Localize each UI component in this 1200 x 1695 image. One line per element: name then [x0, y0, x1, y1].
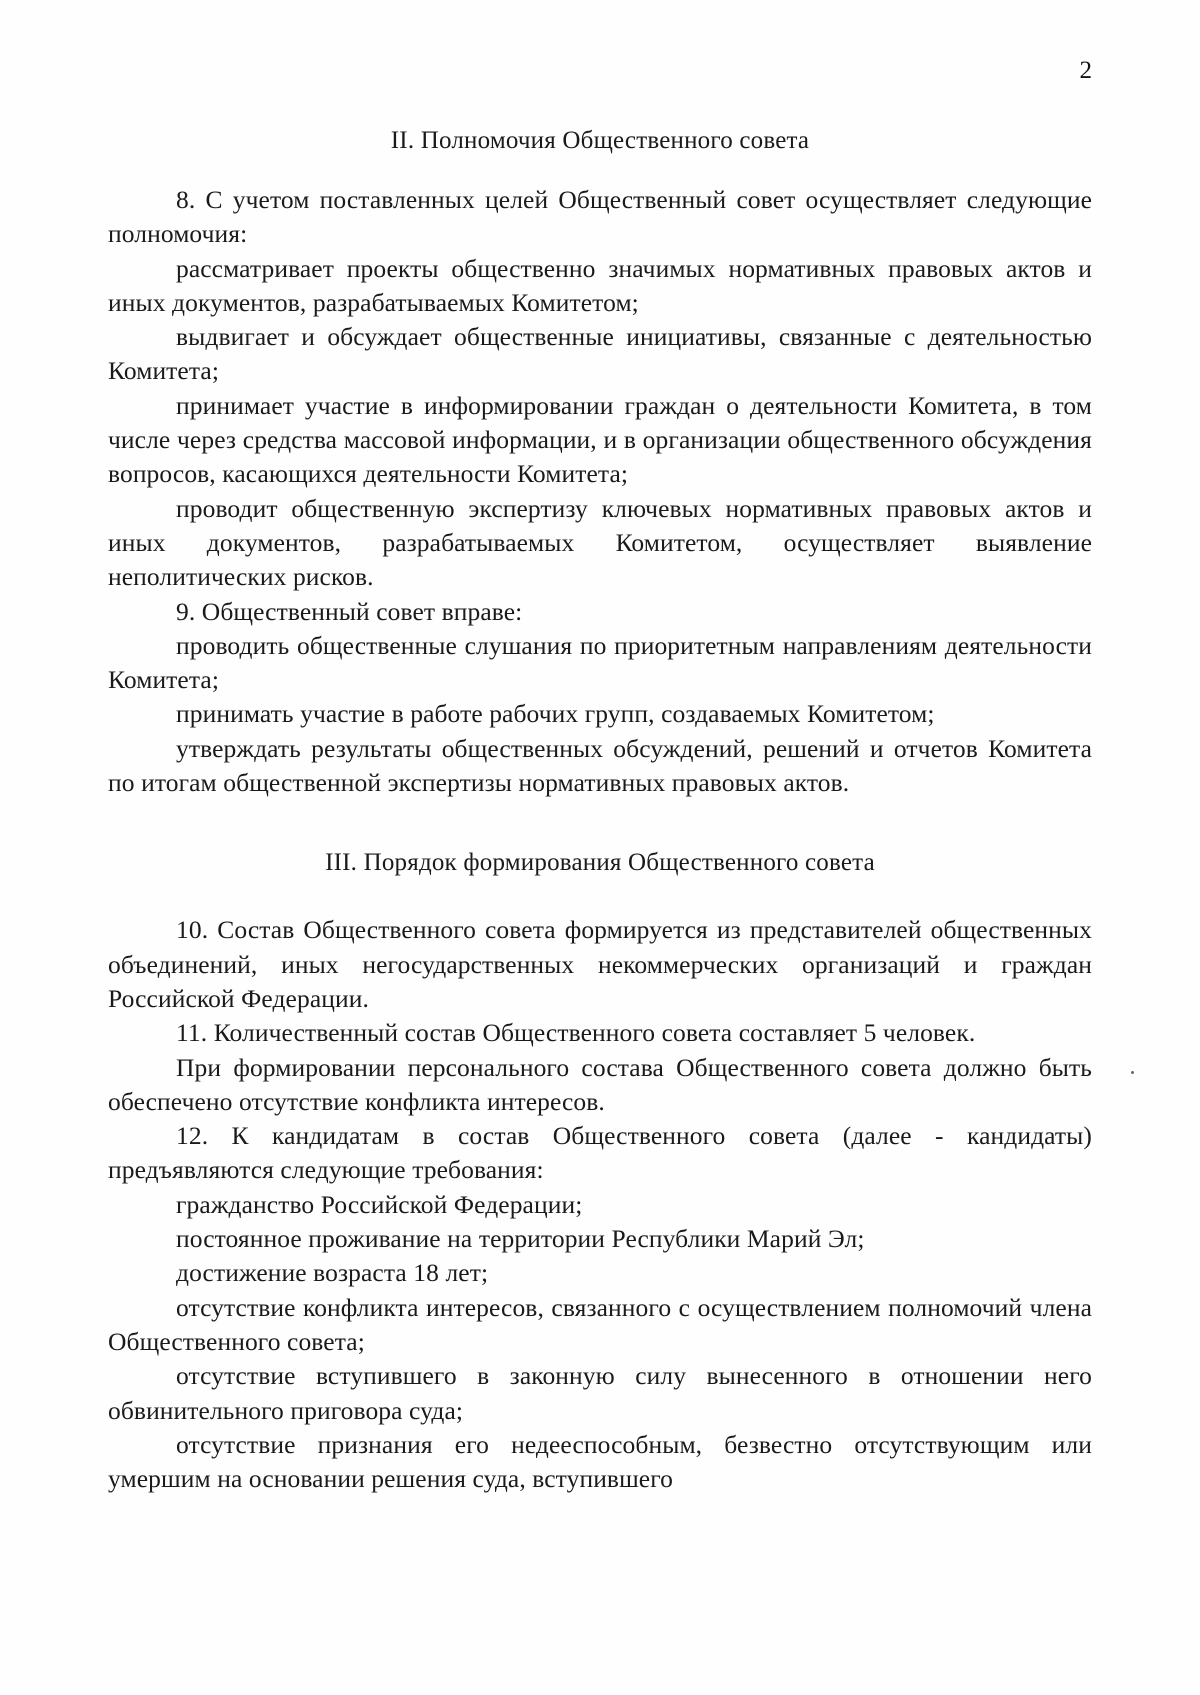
paragraph-8-item-2: выдвигает и обсуждает общественные инициативы, связанные с деятельностью Комитета; [108, 322, 1092, 386]
paragraph-12-item-2: постоянное проживание на территории Республики Марий Эл; [176, 1224, 865, 1254]
paragraph-8: 8. С учетом поставленных целей Общественный совет осуществляет следующие полномочия: [108, 185, 1092, 249]
paragraph-12-item-4: отсутствие конфликта интересов, связанного с осуществлением полномочий члена Общественного совета; [108, 1292, 1092, 1356]
paragraph-11-note: При формировании персонального состава Общественного совета должно быть обеспечено отсутствие конфликта интересов. [108, 1052, 1092, 1116]
paragraph-11: 11. Количественный состав Общественного совета составляет 5 человек. [176, 1018, 976, 1048]
paragraph-12: 12. К кандидатам в состав Общественного совета (далее - кандидаты) предъявляются следующие требования: [108, 1121, 1092, 1185]
paragraph-8-item-1: рассматривает проекты общественно значимых нормативных правовых актов и иных документов, разрабатываемых Комитетом; [108, 253, 1092, 317]
paragraph-9-item-3: утверждать результаты общественных обсуждений, решений и отчетов Комитета по итогам общественной экспертизы нормативных правовых актов. [108, 733, 1092, 798]
paragraph-12-item-6: отсутствие признания его недееспособным, безвестно отсутствующим или умершим на основании решения суда, вступившего [108, 1429, 1092, 1494]
heading-section-ii: II. Полномочия Общественного совета [390, 127, 810, 154]
heading-section-iii: III. Порядок формирования Общественного совета [325, 849, 875, 877]
paragraph-9: 9. Общественный совет вправе: [176, 596, 523, 626]
paragraph-10: 10. Состав Общественного совета формируется из представителей общественных объединений, иных негосударственных некоммерческих организаций и граждан Российской Федерации. [108, 915, 1092, 1013]
paragraph-8-item-3: принимает участие в информировании граждан о деятельности Комитета, в том числе через средства массовой информации, и в организации общественного обсуждения вопросов, касающихся деятельности Комитета; [108, 390, 1092, 489]
paragraph-12-item-3: достижение возраста 18 лет; [176, 1258, 489, 1288]
paragraph-12-item-5: отсутствие вступившего в законную силу вынесенного в отношении него обвинительного приговора суда; [108, 1361, 1092, 1425]
paragraph-12-item-1: гражданство Российской Федерации; [176, 1189, 583, 1219]
paragraph-8-item-4: проводит общественную экспертизу ключевых нормативных правовых актов и иных документов, разрабатываемых Комитетом, осуществляет выявление неполитических рисков. [108, 493, 1092, 592]
document-body [108, 124, 1092, 1496]
page-number: 2 [1079, 57, 1092, 84]
paragraph-9-item-2: принимать участие в работе рабочих групп, создаваемых Комитетом; [176, 699, 935, 729]
paragraph-9-item-1: проводить общественные слушания по приоритетным направлениям деятельности Комитета; [108, 630, 1092, 695]
margin-mark [1131, 1071, 1134, 1074]
